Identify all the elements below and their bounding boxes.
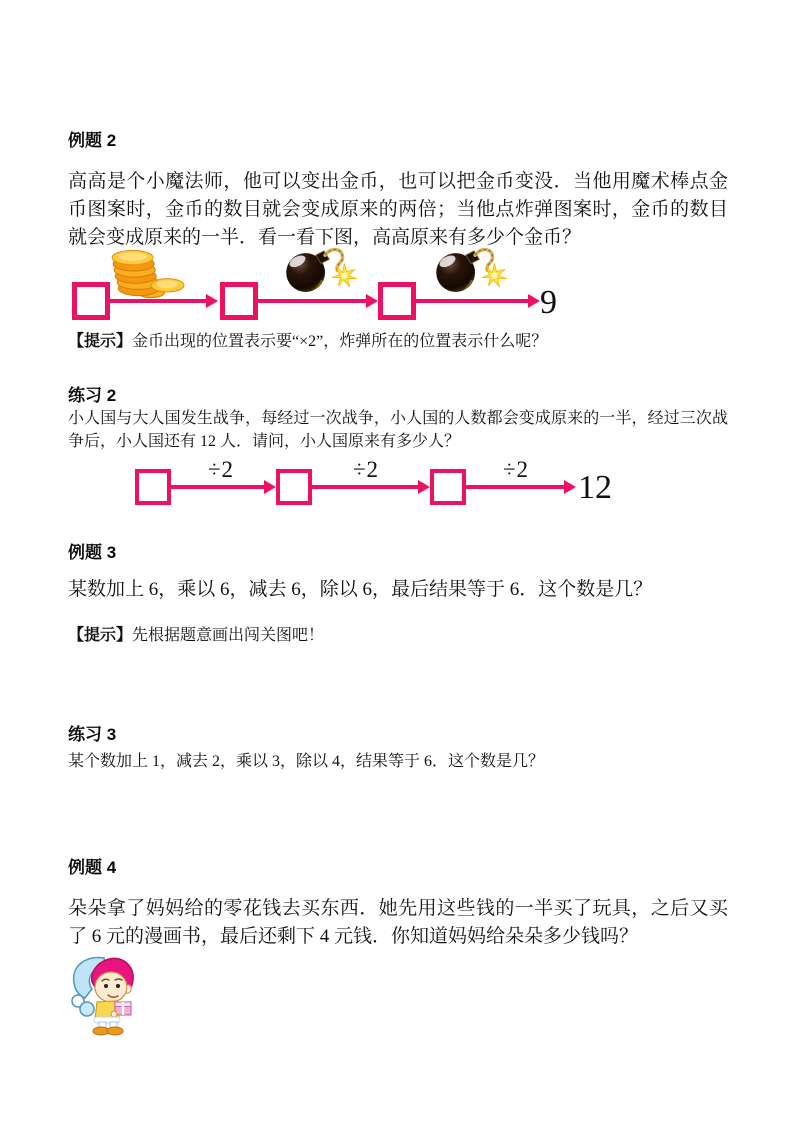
example3-body: 某数加上 6，乘以 6，减去 6，除以 6，最后结果等于 6．这个数是几？ [68, 579, 653, 600]
bomb-icon [433, 247, 511, 294]
example2-hint [68, 331, 547, 353]
hint-text: 金币出现的位置表示要“×2”，炸弹所在的位置表示什么呢？ [132, 333, 548, 350]
example3-heading: 例题 3 [68, 543, 117, 562]
diagram2-arrowhead-1 [264, 480, 276, 494]
diagram1-result: 9 [540, 284, 557, 321]
diagram1-box-1 [72, 282, 110, 320]
hint-label: 【提示】 [68, 627, 133, 644]
diagram2-arrowhead-2 [418, 480, 430, 494]
example4-heading: 例题 4 [68, 858, 117, 877]
diagram1-arrow-3 [416, 299, 528, 303]
practice3-heading: 练习 3 [68, 725, 117, 744]
hint-text: 先根据题意画出闯关图吧！ [132, 627, 325, 644]
diagram1-arrowhead-3 [528, 294, 540, 308]
practice2-heading: 练习 2 [68, 386, 117, 405]
diagram1-arrow-1 [110, 299, 206, 303]
diagram2-result: 12 [578, 469, 612, 506]
practice3-body: 某个数加上 1，减去 2，乘以 3，除以 4，结果等于 6．这个数是几？ [68, 753, 545, 770]
diagram2-arrowhead-3 [564, 480, 576, 494]
diagram2-op-3: ÷2 [502, 457, 530, 482]
bomb-icon [283, 247, 361, 294]
hint-label: 【提示】 [68, 333, 133, 350]
diagram2-arrow-3 [466, 485, 564, 489]
diagram2-arrow-1 [171, 485, 264, 489]
diagram2-box-2 [276, 469, 312, 505]
example2-heading: 例题 2 [68, 131, 117, 150]
diagram1-arrow-2 [258, 299, 366, 303]
diagram2-box-1 [135, 469, 171, 505]
diagram2-op-1: ÷2 [207, 457, 235, 482]
diagram2-arrow-2 [312, 485, 418, 489]
diagram1-box-2 [220, 282, 258, 320]
diagram2-box-3 [430, 469, 466, 505]
diagram2-op-2: ÷2 [352, 457, 380, 482]
diagram1-arrowhead-1 [206, 294, 218, 308]
example3-hint [68, 625, 324, 647]
diagram1-arrowhead-2 [366, 294, 378, 308]
diagram1-box-3 [378, 282, 416, 320]
practice2-body: 小人国与大人国发生战争，每经过一次战争，小人国的人数都会变成原来的一半，经过三次战争后，小人国还有 12 人．请问，小人国原来有多少人？ [68, 410, 728, 450]
gold-coins-icon [108, 247, 186, 299]
cartoon-child-icon [58, 952, 148, 1036]
example2-body: 高高是个小魔法师，他可以变出金币，也可以把金币变没．当他用魔术棒点金币图案时，金币的数目就会变成原来的两倍；当他点炸弹图案时，金币的数目就会变成原来的一半．看一看下图，高高原来有多少个金币？ [68, 171, 728, 248]
example4-body: 朵朵拿了妈妈给的零花钱去买东西．她先用这些钱的一半买了玩具，之后又买了 6 元的漫画书，最后还剩下 4 元钱．你知道妈妈给朵朵多少钱吗？ [68, 898, 728, 947]
